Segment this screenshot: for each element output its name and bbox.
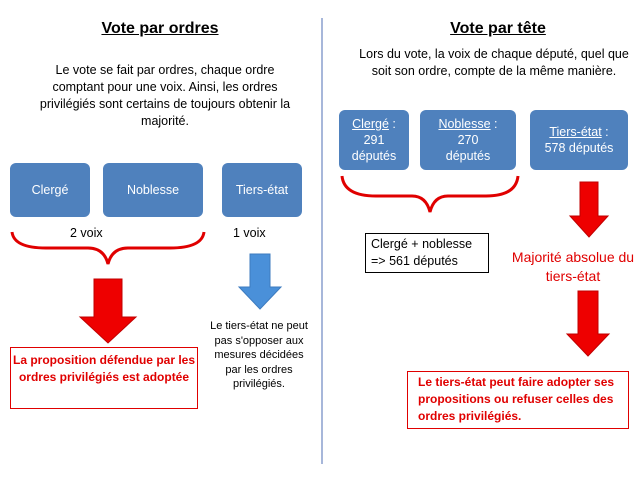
noblesse-right-count: 270 <box>457 133 479 147</box>
box-tiers-left-label: Tiers-état <box>235 183 289 197</box>
privileged-votes-label: 2 voix <box>70 226 103 240</box>
box-clerge-left-label: Clergé <box>31 183 69 197</box>
tiers-right-suffix: : <box>601 125 609 139</box>
sum-box <box>365 233 489 273</box>
left-description: Le vote se fait par ordres, chaque ordre comptant pour une voix. Ainsi, les ordres privilégiés sont certains de toujours obtenir la majorité. <box>39 63 291 128</box>
tiers-right-count: 578 députés <box>544 141 614 155</box>
box-clerge-left <box>10 163 90 217</box>
box-clerge-right <box>339 110 409 170</box>
majority-label: Majorité absolue du tiers-état <box>511 249 635 284</box>
right-title: Vote par tête <box>450 20 546 37</box>
box-noblesse-left <box>103 163 203 217</box>
left-brace <box>12 232 204 264</box>
left-result-box: La proposition défendue par les ordres privilégiés est adoptée <box>10 347 198 409</box>
left-title: Vote par ordres <box>101 20 219 37</box>
tiers-votes-label: 1 voix <box>233 226 266 240</box>
tiers-note: Le tiers-état ne peut pas s'opposer aux mesures décidées par les ordres privilégiés. <box>210 320 308 390</box>
clerge-right-count: 291 <box>363 133 385 147</box>
noblesse-right-suffix: : <box>490 117 498 131</box>
clerge-right-unit: députés <box>351 149 397 163</box>
right-brace <box>342 176 518 212</box>
clerge-right-name: Clergé <box>352 117 389 131</box>
box-noblesse-right <box>420 110 516 170</box>
tiers-right-name: Tiers-état <box>549 125 602 139</box>
box-tiers-left <box>222 163 302 217</box>
noblesse-right-name: Noblesse <box>438 117 491 131</box>
right-result-box: Le tiers-état peut faire adopter ses propositions ou refuser celles des ordres privilégiés. <box>407 371 629 429</box>
clerge-right-suffix: : <box>388 117 396 131</box>
box-tiers-right <box>530 110 628 170</box>
right-red-arrow-top <box>570 182 608 237</box>
sum-line-1: Clergé + noblesse <box>371 237 473 251</box>
noblesse-right-unit: députés <box>445 149 491 163</box>
left-red-arrow <box>80 279 136 343</box>
right-description: Lors du vote, la voix de chaque député, quel que soit son ordre, compte de la même manière. <box>359 47 629 78</box>
sum-line-2: => 561 députés <box>371 254 458 268</box>
blue-arrow <box>239 254 281 309</box>
right-red-arrow-bottom <box>567 291 609 356</box>
box-noblesse-left-label: Noblesse <box>126 183 180 197</box>
